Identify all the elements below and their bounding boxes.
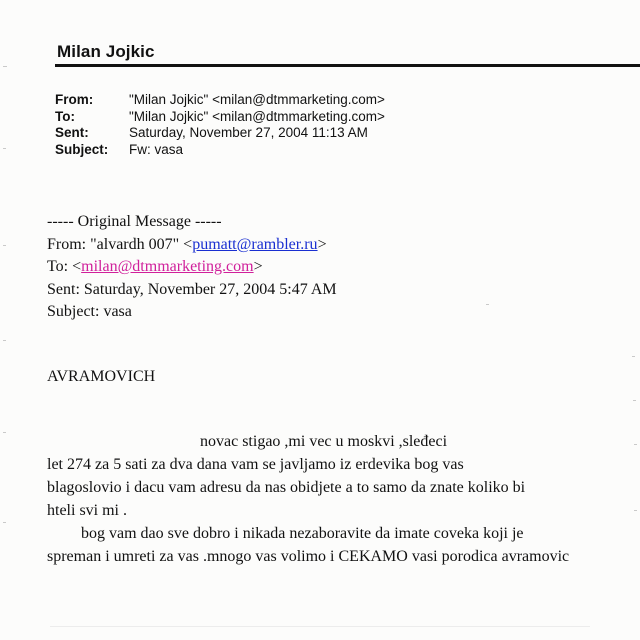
header-label: Subject: (55, 141, 109, 157)
original-to-email-link[interactable]: milan@dtmmarketing.com (81, 258, 254, 275)
email-header-fields (55, 92, 385, 158)
original-sent-line: Sent: Saturday, November 27, 2004 5:47 AM (47, 280, 337, 298)
original-message-marker: ----- Original Message ----- (47, 213, 222, 230)
original-to-prefix: To: < (47, 258, 82, 275)
original-from-prefix: From: "alvardh 007" < (47, 235, 193, 253)
header-label: To: (55, 108, 75, 124)
body-line: hteli svi mi . (47, 502, 127, 519)
original-from-line (47, 234, 337, 257)
body-line: novac stigao ,mi vec u moskvi ,sleđeci (200, 433, 448, 450)
original-to-suffix: > (253, 258, 263, 275)
body-line: let 274 za 5 sati za dva dana vam se javljamo iz erdevika bog vas (47, 456, 464, 473)
message-body (47, 430, 617, 568)
original-from-suffix: > (317, 235, 327, 253)
sender-name: Milan Jojkic (57, 42, 155, 61)
header-label: Sent: (55, 125, 89, 140)
original-to-line (47, 256, 337, 279)
header-divider (55, 64, 640, 67)
header-value: "Milan Jojkic" <milan@dtmmarketing.com> (129, 92, 385, 107)
header-label: From: (55, 92, 94, 107)
original-message-header (47, 211, 337, 324)
header-row-from (55, 92, 385, 109)
original-from-email-link[interactable]: pumatt@rambler.ru (192, 235, 318, 253)
body-line: blagoslovio i dacu vam adresu da nas obidjete a to samo da znate koliko bi (47, 479, 526, 496)
header-row-subject (55, 142, 385, 159)
body-line: spreman i umreti za vas .mnogo vas volimo i CEKAMO vasi porodica avramovic (47, 548, 570, 565)
body-line: bog vam dao sve dobro i nikada nezaboravite da imate coveka koji je (81, 525, 524, 542)
message-greeting: AVRAMOVICH (47, 368, 156, 385)
header-row-sent (55, 125, 385, 142)
original-subject-line: Subject: vasa (47, 303, 132, 320)
header-value: Fw: vasa (129, 141, 184, 157)
header-row-to (55, 109, 385, 126)
header-value: "Milan Jojkic" <milan@dtmmarketing.com> (129, 108, 385, 124)
header-value: Saturday, November 27, 2004 11:13 AM (129, 125, 368, 140)
